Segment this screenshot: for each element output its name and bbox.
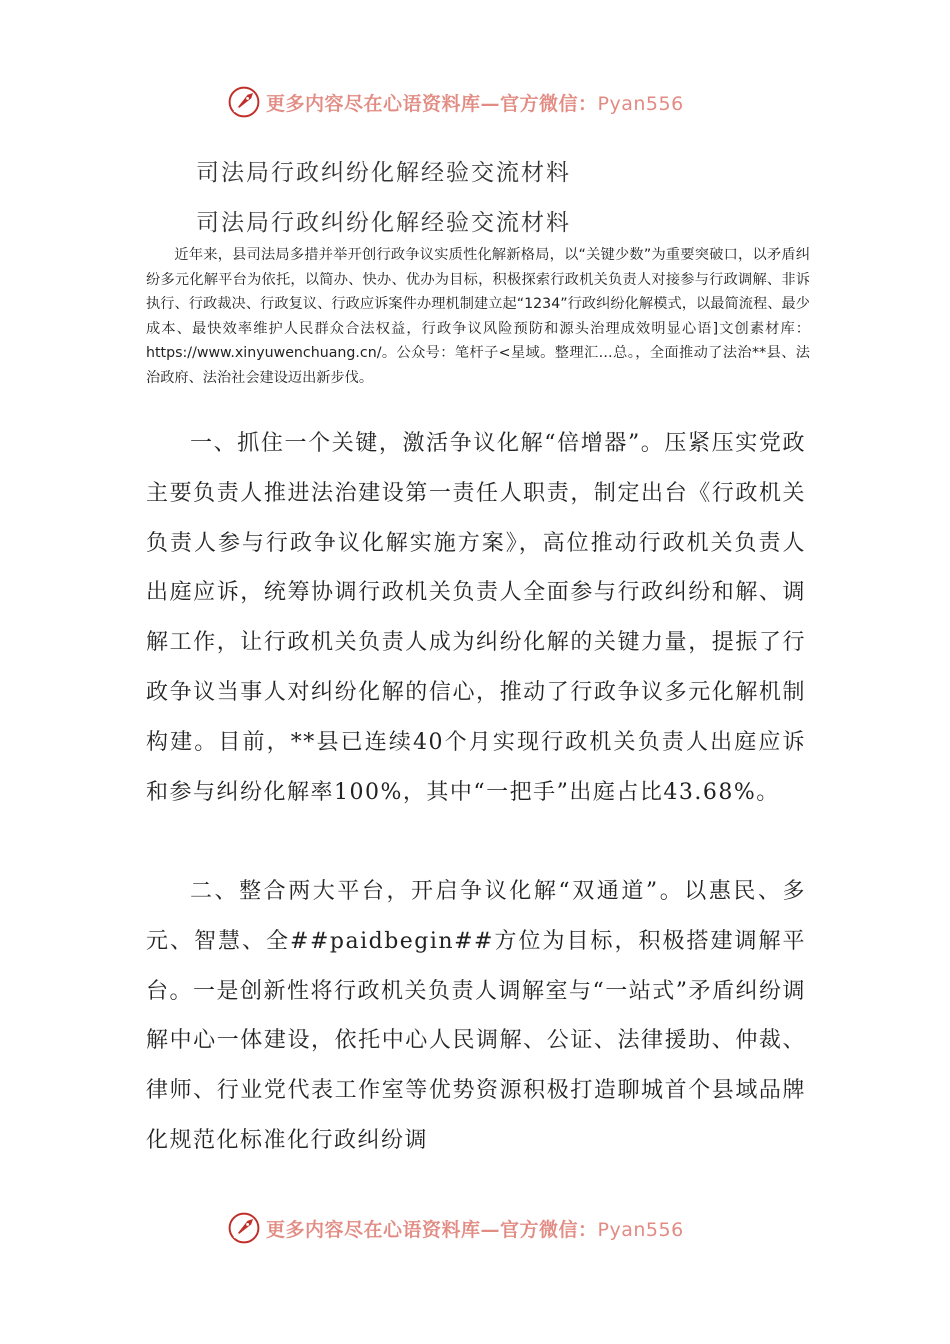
- footer-banner-text: 更多内容尽在心语资料库—官方微信：Pyan556: [266, 1218, 684, 1241]
- body-paragraph-1: 一、抓住一个关键，激活争议化解“倍增器”。压紧压实党政主要负责人推进法治建设第一责任人职责，制定出台《行政机关负责人参与行政争议化解实施方案》，高位推动行政机关负责人出庭应诉，统筹协调行政机关负责人全面参与行政纠纷和解、调解工作，让行政机关负责人成为纠纷化解的关键力量，提振了行政争议当事人对纠纷化解的信心，推动了行政争议多元化解机制构建。目前，**县已连续40个月实现行政机关负责人出庭应诉和参与纠纷化解率100%，其中“一把手”出庭占比43.68%。: [146, 431, 806, 805]
- document-title-2: 司法局行政纠纷化解经验交流材料: [196, 210, 571, 236]
- pen-nib-logo-icon: [226, 1210, 262, 1246]
- document-title-1: 司法局行政纠纷化解经验交流材料: [196, 160, 571, 186]
- body-paragraph-2: 二、整合两大平台，开启争议化解“双通道”。以惠民、多元、智慧、全##paidbegin##方位为目标，积极搭建调解平台。一是创新性将行政机关负责人调解室与“一站式”矛盾纠纷调解中心一体建设，依托中心人民调解、公证、法律援助、仲裁、律师、行业党代表工作室等优势资源积极打造聊城首个县域品牌化规范化标准化行政纠纷调: [146, 879, 806, 1153]
- pen-nib-logo-icon: [226, 84, 262, 120]
- intro-paragraph: 近年来，县司法局多措并举开创行政争议实质性化解新格局，以“关键少数”为重要突破口，以矛盾纠纷多元化解平台为依托，以简办、快办、优办为目标，积极探索行政机关负责人对接参与行政调解、非诉执行、行政裁决、行政复议、行政应诉案件办理机制建立起“1234”行政纠纷化解模式，以最简流程、最少成本、最快效率维护人民群众合法权益，行政争议风险预防和源头治理成效明显心语]文创素材库：https://www.xinyuwenchuang.cn/。公众号：笔杆子<星域。整理汇…总。，全面推动了法治**县、法治政府、法治社会建设迈出新步伐。: [146, 247, 810, 386]
- header-banner: [226, 80, 746, 124]
- header-banner-text: 更多内容尽在心语资料库—官方微信：Pyan556: [266, 92, 684, 115]
- footer-banner: [226, 1206, 746, 1250]
